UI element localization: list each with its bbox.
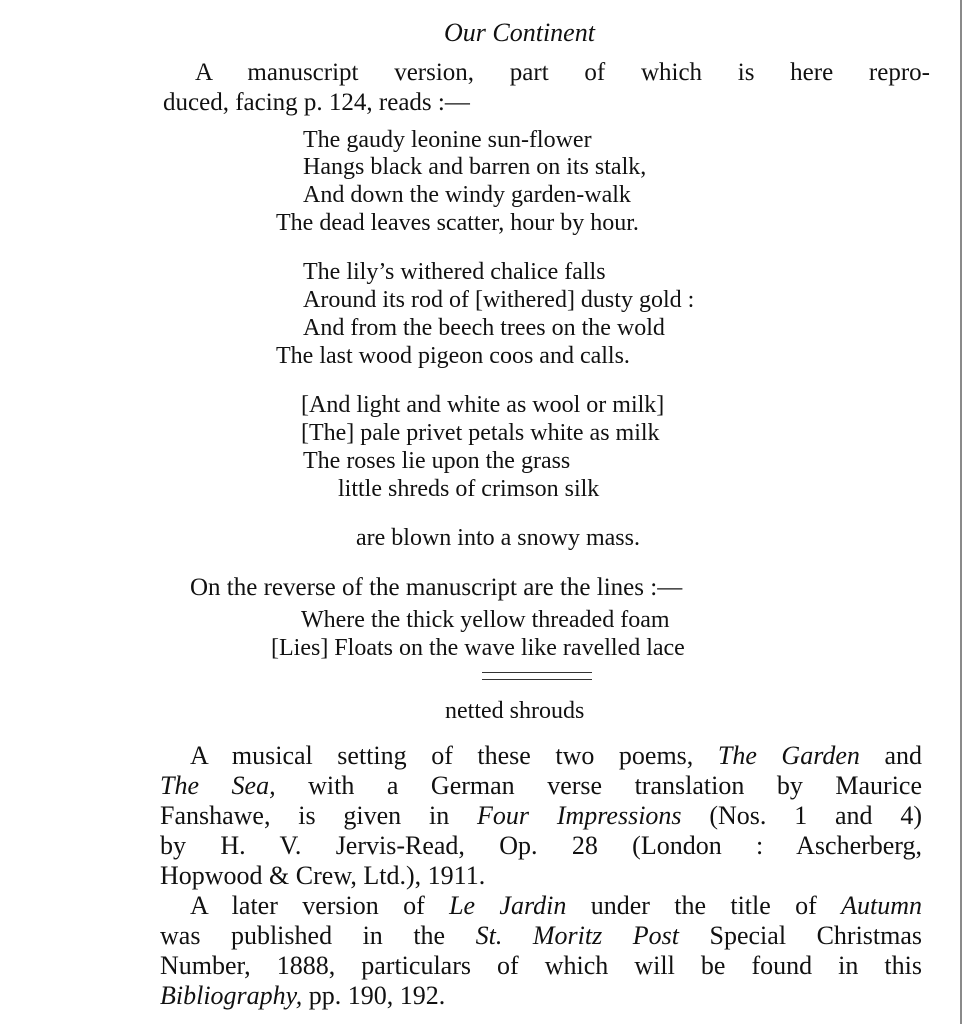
para1-line-1-text-c: and — [884, 741, 923, 770]
para2-line-2-text-a: was published in the — [160, 921, 446, 950]
para1-line-3-text-a: Fanshawe, is given in — [160, 801, 450, 830]
para2-line-2 — [160, 923, 922, 949]
double-rule-top — [482, 672, 592, 673]
intro-line-1: A manuscript version, part of which is here repro- — [195, 59, 930, 86]
intro-line-2: duced, facing p. 124, reads :— — [163, 89, 470, 116]
para1-line-5: Hopwood & Crew, Ltd.), 1911. — [160, 861, 486, 890]
para2-line-4 — [160, 983, 445, 1009]
stanza1-line-2: Hangs black and barren on its stalk, — [303, 154, 647, 180]
stanza3-line-2: [The] pale privet petals white as milk — [301, 420, 660, 446]
para2-line-1-text-a: A later version of — [190, 891, 425, 920]
para1-line-3-text-c: (Nos. 1 and 4) — [709, 801, 923, 830]
para1-line-1 — [190, 743, 922, 769]
stanza3-line-4: little shreds of crimson silk — [338, 476, 600, 502]
double-rule-bottom — [482, 679, 592, 680]
para1-line-2 — [160, 773, 922, 799]
para2-line-1 — [190, 893, 922, 919]
stanza2-line-2: Around its rod of [withered] dusty gold : — [303, 287, 695, 313]
para1-title-the-sea: The Sea, — [160, 771, 276, 800]
page-edge-border — [960, 0, 962, 1024]
stanza3-extra-line: are blown into a snowy mass. — [356, 525, 640, 551]
stanza2-line-1: The lily’s withered chalice falls — [303, 259, 606, 285]
para1-line-3 — [160, 803, 922, 829]
para1-title-four-impressions: Four Impressions — [477, 801, 682, 830]
stanza1-line-1: The gaudy leonine sun-flower — [303, 127, 592, 153]
para2-line-3: Number, 1888, particulars of which will be found in this — [160, 951, 922, 980]
reverse-line-1: Where the thick yellow threaded foam — [301, 607, 670, 633]
reverse-line-2: [Lies] Floats on the wave like ravelled lace — [271, 635, 685, 661]
stanza3-line-1: [And light and white as wool or milk] — [301, 392, 665, 418]
stanza2-line-4: The last wood pigeon coos and calls. — [276, 343, 630, 369]
para1-line-2-text-b: with a German verse translation by Maurice — [308, 771, 923, 800]
reverse-intro: On the reverse of the manuscript are the lines :— — [190, 574, 683, 601]
para1-line-1-text-a: A musical setting of these two poems, — [190, 741, 694, 770]
stanza1-line-4: The dead leaves scatter, hour by hour. — [276, 210, 639, 236]
para2-title-bibliography: Bibliography, — [160, 981, 303, 1010]
para2-title-autumn: Autumn — [841, 891, 923, 920]
netted-shrouds-line: netted shrouds — [445, 698, 585, 724]
stanza3-line-3: The roses lie upon the grass — [303, 448, 571, 474]
para2-line-4-text-b: pp. 190, 192. — [308, 981, 446, 1010]
para1-line-4: by H. V. Jervis-Read, Op. 28 (London : Ascherberg, — [160, 831, 922, 860]
para1-title-the-garden: The Garden — [717, 741, 860, 770]
stanza1-line-3: And down the windy garden-walk — [303, 182, 631, 208]
para2-title-le-jardin: Le Jardin — [449, 891, 567, 920]
para2-line-2-text-c: Special Christmas — [709, 921, 923, 950]
stanza2-line-3: And from the beech trees on the wold — [303, 315, 665, 341]
para2-line-1-text-c: under the title of — [590, 891, 817, 920]
para2-title-st-moritz-post: St. Moritz Post — [475, 921, 679, 950]
page-heading: Our Continent — [444, 18, 595, 47]
